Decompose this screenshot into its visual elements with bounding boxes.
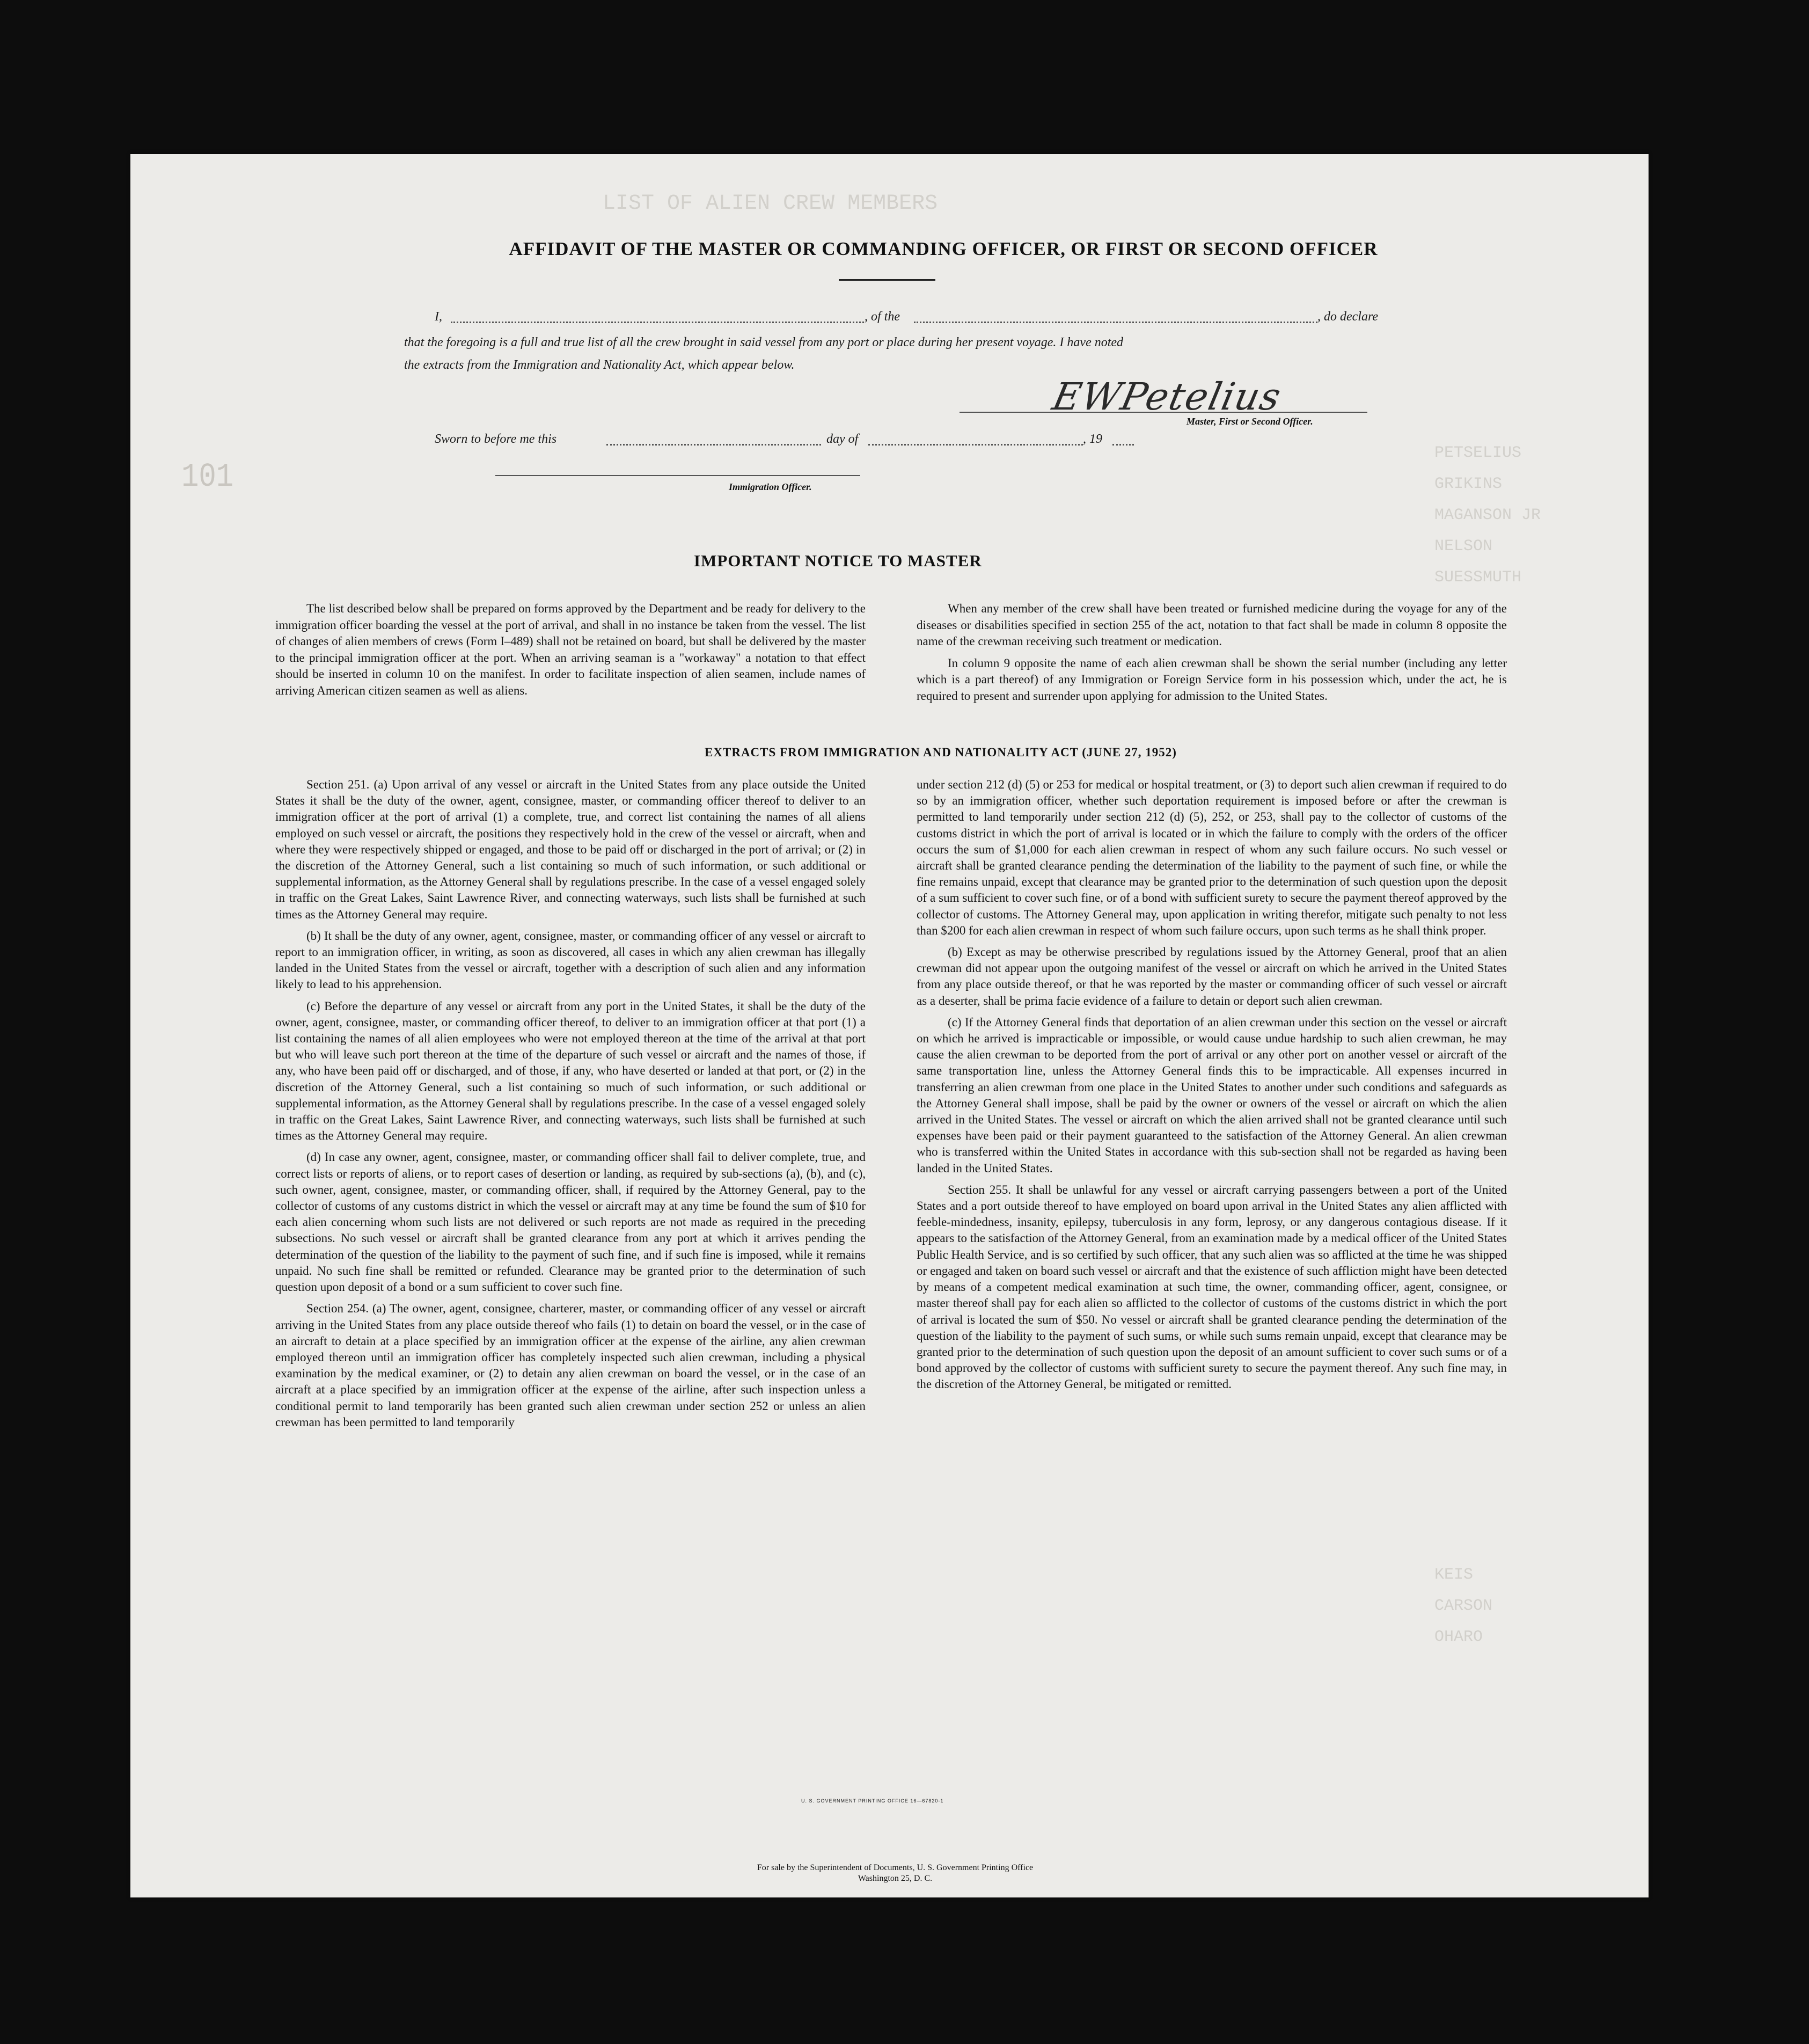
notice-paragraph: The list described below shall be prepared on forms approved by the Department and be ready for delivery to the immigration officer boarding the vessel at the port of arrival, and shall in no instance be taken from the vessel. The list of changes of alien members of crews (Form I–489) shall not be retained on board, but shall be delivered by the master to the principal immigration officer at the port. When an arriving seaman is a "workaway" a notation to that effect should be inserted in column 10 on the manifest. In order to facilitate inspection of alien seamen, include names of arriving American citizen seamen as well as aliens.	[275, 602, 866, 697]
notice-paragraph: When any member of the crew shall have been treated or furnished medicine during the voyage for any of the diseases or disabilities specified in section 255 of the act, notation to that fact shall be made in column 8 opposite the name of the crewman receiving such treatment or medication.	[917, 602, 1507, 648]
notice-left-column	[275, 601, 866, 699]
officer-signature-line	[495, 475, 860, 476]
month-blank	[868, 444, 1083, 446]
bleed-through-text: PETSELIUS	[1434, 444, 1522, 462]
extracts-left-column	[275, 777, 866, 1430]
affidavit-statement-line: that the foregoing is a full and true list of all the crew brought in said vessel from any port or place during her present voyage. I have noted	[404, 335, 1124, 349]
title-underline	[839, 279, 935, 281]
bleed-through-text: CARSON	[1434, 1597, 1493, 1615]
printing-office-line: U. S. GOVERNMENT PRINTING OFFICE 16—67820-1	[801, 1798, 944, 1804]
affidavit-statement-line: the extracts from the Immigration and Nationality Act, which appear below.	[404, 358, 795, 372]
bleed-through-text: MAGANSON JR	[1434, 506, 1541, 524]
year-blank	[1112, 444, 1134, 446]
vessel-blank	[914, 322, 1317, 323]
extracts-title: EXTRACTS FROM IMMIGRATION AND NATIONALITY ACT (JUNE 27, 1952)	[705, 746, 1177, 759]
notice-title: IMPORTANT NOTICE TO MASTER	[694, 551, 982, 570]
act-section-paragraph: Section 255. It shall be unlawful for any vessel or aircraft carrying passengers between a port of the United States and a port outside thereof to have employed on board upon arrival in the United States any alien afflicted with feeble-mindedness, insanity, epilepsy, tuberculosis in any form, leprosy, or any dangerous contagious disease. If it appears to the satisfaction of the Attorney General, from an examination made by a medical officer of the United States Public Health Service, and is so certified by such officer, that any such alien was so afflicted at the time he was shipped or engaged and taken on board such vessel or aircraft and that the existence of such affliction might have been detected by means of a competent medical examination at such time, the owner, commanding officer, agent, consignee, or master thereof shall pay for each alien so afflicted to the collector of customs of the customs district in which the port of arrival is located the sum of $50. No vessel or aircraft shall be granted clearance pending the determination of the question of the liability to the payment of such sums, or while such sums remain unpaid, except that clearance may be granted prior to the determination of such question upon the deposit of an amount sufficient to cover such sums or of a bond approved by the collector of customs with sufficient surety to secure the payment thereof. Any such fine may, in the discretion of the Attorney General, be mitigated or remitted.	[917, 1182, 1507, 1391]
day-blank	[606, 444, 821, 446]
affidavit-of-the-label: , of the	[865, 310, 900, 324]
sale-notice-line: For sale by the Superintendent of Documents, U. S. Government Printing Office	[757, 1863, 1034, 1872]
bleed-through-text: GRIKINS	[1434, 475, 1503, 493]
act-section-paragraph: (c) Before the departure of any vessel or aircraft from any port in the United States, it shall be the duty of the owner, agent, consignee, master, or commanding officer thereof, to deliver to an immigration officer at that port (1) a list containing the names of all alien employees who were not employed thereon at the time of the arrival at that port but who will leave such port thereon at the time of the departure of such vessel or aircraft and the names of those, if any, who have been paid off or discharged, and of those, if any, who have deserted or landed at that port, or (2) in the discretion of the Attorney General, such a list containing so much of such information, or such additional or supplemental information, as the Attorney General shall by regulations prescribe. In the case of a vessel engaged solely in traffic on the Great Lakes, Saint Lawrence River, and connecting waterways, such lists shall be furnished at such times as the Attorney General may require.	[275, 999, 866, 1143]
affidavit-i-label: I,	[435, 310, 442, 324]
affidavit-do-declare-label: , do declare	[1317, 310, 1379, 324]
act-section-paragraph: Section 251. (a) Upon arrival of any vessel or aircraft in the United States from any place outside the United States it shall be the duty of the owner, agent, consignee, master, or commanding officer thereof to deliver to an immigration officer at the port of arrival (1) a complete, true, and correct list containing the names of all aliens employed on such vessel or aircraft, the positions they respectively hold in the crew of the vessel or aircraft, when and where they were respectively shipped or engaged, and those to be paid off or discharged in the port of arrival; or (2) in the discretion of the Attorney General, such a list containing so much of such information, or such additional or supplemental information, as the Attorney General shall by regulations prescribe. In the case of a vessel engaged solely in traffic on the Great Lakes, Saint Lawrence River, and connecting waterways, such lists shall be furnished at such times as the Attorney General may require.	[275, 778, 866, 921]
act-section-paragraph: (b) Except as may be otherwise prescribed by regulations issued by the Attorney General, proof that an alien crewman did not appear upon the outgoing manifest of the vessel or aircraft on which he arrived in the United States from any place outside thereof, or that he was reported by the master or commanding officer of such vessel or aircraft as a deserter, shall be prima facie evidence of a failure to detain or deport such alien crewman.	[917, 945, 1507, 1008]
sale-notice	[587, 1863, 1204, 1884]
officer-caption: Immigration Officer.	[729, 481, 812, 492]
bleed-through-text: SUESSMUTH	[1434, 568, 1522, 587]
bleed-through-text: KEIS	[1434, 1566, 1474, 1584]
signature-caption: Master, First or Second Officer.	[1187, 416, 1313, 427]
act-section-paragraph: (d) In case any owner, agent, consignee, master, or commanding officer shall fail to deliver complete, true, and correct lists or reports of aliens, or to report cases of desertion or landing, as required by sub-sections (a), (b), and (c), such owner, agent, consignee, master, or commanding officer, shall, if required by the Attorney General, pay to the collector of customs of any customs district in which the vessel or aircraft may at any time be found the sum of $10 for each alien concerning whom such lists are not delivered or such reports are not made as required in the preceding subsections. No such vessel or aircraft shall be granted clearance from any port at which it arrives pending the determination of the question of the liability to the payment of such fine, and if such fine is imposed, while it remains unpaid. No such fine shall be remitted or refunded. Clearance may be granted prior to the determination of such question upon deposit of a bond or a sum sufficient to cover such fine.	[275, 1150, 866, 1294]
extracts-right-column	[917, 777, 1507, 1393]
year-label: , 19	[1083, 432, 1102, 446]
act-section-paragraph: Section 254. (a) The owner, agent, consignee, charterer, master, or commanding officer of any vessel or aircraft arriving in the United States from any place outside thereof who fails (1) to detain on board the vessel, or in the case of an aircraft to detain at a place specified by an immigration officer at the expense of the airline, any alien crewman employed thereon until an immigration officer has completely inspected such alien crewman, including a physical examination by the medical examiner, or (2) to detain any alien crewman on board the vessel, or in the case of an aircraft at a place specified by an immigration officer at the expense of the airline, after such inspection unless a conditional permit to land temporarily has been granted such alien crewman under section 252 or unless an alien crewman has been permitted to land temporarily	[275, 1302, 866, 1429]
act-section-paragraph: (b) It shall be the duty of any owner, agent, consignee, master, or commanding officer of any vessel or aircraft to report to an immigration officer, in writing, as soon as discovered, all cases in which any alien crewman has illegally landed in the United States from the vessel or aircraft, together with a description of such alien and any information likely to lead to his apprehension.	[275, 929, 866, 991]
day-of-label: day of	[826, 432, 859, 446]
signature-line	[960, 412, 1367, 413]
act-section-paragraph: under section 212 (d) (5) or 253 for medical or hospital treatment, or (3) to deport such alien crewman if required to do so by an immigration officer, whether such deportation requirement is imposed before or after the crewman is permitted to land temporarily under section 212 (d) (5), 252, or 253, shall pay to the collector of customs of the customs district in which the port of arrival is located or in which the failure to comply with the orders of the officer occurs the sum of $1,000 for each alien crewman in respect of whom any such failure occurs. No such vessel or aircraft shall be granted clearance pending the determination of the liability to the payment of such fine, or while the fine remains unpaid, except that clearance may be granted prior to the determination of such question upon the deposit of a sum sufficient to cover such fine, or of a bond with sufficient surety to secure the payment thereof approved by the collector of customs. The Attorney General may, upon application in writing therefor, mitigate such penalty to not less than $200 for each alien crewman in respect of whom such failure occurs, upon such terms as he shall think proper.	[917, 778, 1507, 937]
sale-notice-line: Washington 25, D. C.	[858, 1874, 933, 1883]
master-signature: EWPetelius	[1049, 375, 1286, 419]
sworn-label: Sworn to before me this	[435, 432, 557, 446]
bleed-through-text: LIST OF ALIEN CREW MEMBERS	[603, 192, 938, 216]
document-page	[130, 154, 1649, 1897]
affidavit-title: AFFIDAVIT OF THE MASTER OR COMMANDING OFFICER, OR FIRST OR SECOND OFFICER	[509, 238, 1378, 259]
margin-page-number: 101	[181, 458, 234, 497]
bleed-through-text: NELSON	[1434, 537, 1493, 556]
bleed-through-text: OHARO	[1434, 1628, 1483, 1646]
notice-paragraph: In column 9 opposite the name of each alien crewman shall be shown the serial number (including any letter which is a part thereof) of any Immigration or Foreign Service form in his possession which, under the act, he is required to present and surrender upon applying for admission to the United States.	[917, 656, 1507, 703]
name-blank	[451, 322, 864, 323]
notice-right-column	[917, 601, 1507, 704]
act-section-paragraph: (c) If the Attorney General finds that deportation of an alien crewman under this section on the vessel or aircraft on which he arrived is impracticable or impossible, or would cause undue hardship to such alien crewman, he may cause the alien crewman to be deported from the port of arrival or any other port on another vessel or aircraft of the same transportation line, unless the Attorney General finds this to be impracticable. All expenses incurred in transferring an alien crewman from one place in the United States to another under such conditions and safeguards as the Attorney General shall impose, shall be paid by the owner or owners of the vessel or aircraft on which the alien arrived in the United States. The vessel or aircraft on which the alien arrived shall not be granted clearance until such expenses have been paid or their payment guaranteed to the satisfaction of the Attorney General. An alien crewman who is transferred within the United States in accordance with this sub-section shall not be regarded as having been landed in the United States.	[917, 1015, 1507, 1175]
